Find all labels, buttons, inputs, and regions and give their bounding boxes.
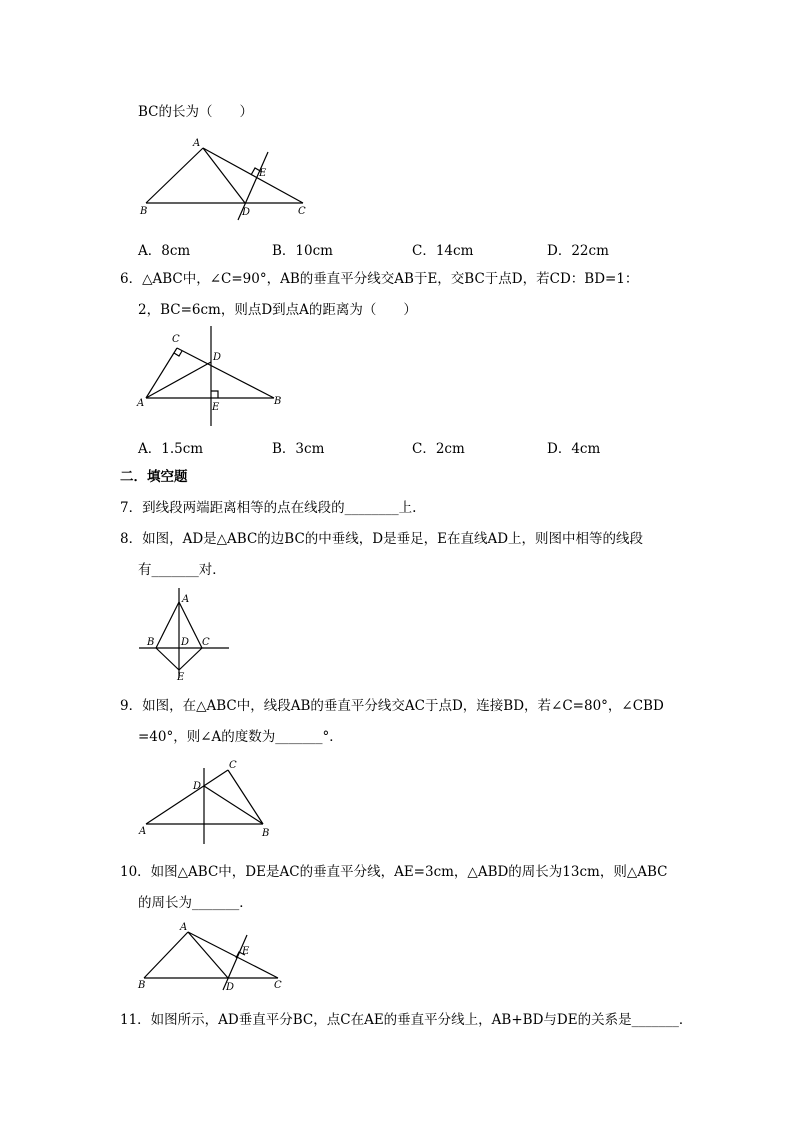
q5-label-e: E <box>259 168 267 179</box>
q6-label-e: E <box>212 402 220 413</box>
q5-stem-tail: BC的长为（ ） <box>138 104 254 120</box>
q9-stem-line2: =40°，则∠A的度数为_______°． <box>138 729 343 745</box>
q5-label-b: B <box>140 206 148 217</box>
q9-label-c: C <box>229 760 237 771</box>
q5-option-c: C．14cm <box>412 243 474 259</box>
q8-label-c: C <box>202 637 210 648</box>
q10-label-a: A <box>180 922 188 933</box>
q10-stem-line2: 的周长为_______． <box>138 895 253 911</box>
q10-label-d: D <box>226 982 235 993</box>
q5-label-c: C <box>298 206 306 217</box>
q6-option-d: D．4cm <box>547 441 601 457</box>
q9-label-d: D <box>193 781 202 792</box>
q5-figure <box>138 136 318 222</box>
q6-option-c: C．2cm <box>412 441 465 457</box>
q6-label-c: C <box>172 334 180 345</box>
q10-label-e: E <box>242 946 250 957</box>
q6-option-b: B．3cm <box>272 441 325 457</box>
q10-stem-line1: 10．如图△ABC中，DE是AC的垂直平分线，AE=3cm，△ABD的周长为13cm，则△ABC <box>120 864 668 880</box>
section-title-fill-in: 二．填空题 <box>120 469 188 485</box>
q9-label-b: B <box>262 828 270 839</box>
q6-figure <box>134 326 294 426</box>
q9-stem-line1: 9．如图，在△ABC中，线段AB的垂直平分线交AC于点D，连接BD，若∠C=80°，∠CBD <box>120 698 664 714</box>
q8-stem-line1: 8．如图，AD是△ABC的边BC的中垂线，D是垂足，E在直线AD上，则图中相等的线段 <box>120 531 644 547</box>
q5-option-a: A．8cm <box>138 243 191 259</box>
q8-stem-line2: 有_______对． <box>138 562 226 578</box>
q5-option-b: B．10cm <box>272 243 333 259</box>
q8-figure <box>134 588 234 683</box>
q8-label-b: B <box>147 637 155 648</box>
q10-label-c: C <box>274 980 282 991</box>
q8-label-e: E <box>177 672 185 683</box>
q9-label-a: A <box>139 826 147 837</box>
q5-option-d: D．22cm <box>547 243 609 259</box>
q11-stem: 11．如图所示，AD垂直平分BC，点C在AE的垂直平分线上，AB+BD与DE的关系是_______． <box>120 1012 693 1028</box>
q6-stem-line1: 6．△ABC中，∠C=90°，AB的垂直平分线交AB于E，交BC于点D，若CD：BD=1： <box>120 271 639 287</box>
q10-label-b: B <box>138 980 146 991</box>
q5-label-a: A <box>193 138 201 149</box>
q6-option-a: A．1.5cm <box>138 441 204 457</box>
q6-label-a: A <box>137 398 145 409</box>
q8-label-a: A <box>182 594 190 605</box>
q5-label-d: D <box>242 207 251 218</box>
q10-figure <box>138 920 288 992</box>
q8-label-d: D <box>181 637 190 648</box>
q7-stem: 7．到线段两端距离相等的点在线段的________上. <box>120 500 417 516</box>
q9-figure <box>138 758 278 848</box>
q6-label-b: B <box>274 396 282 407</box>
q6-label-d: D <box>213 352 222 363</box>
q6-stem-line2: 2，BC=6cm，则点D到点A的距离为（ ） <box>138 302 417 318</box>
